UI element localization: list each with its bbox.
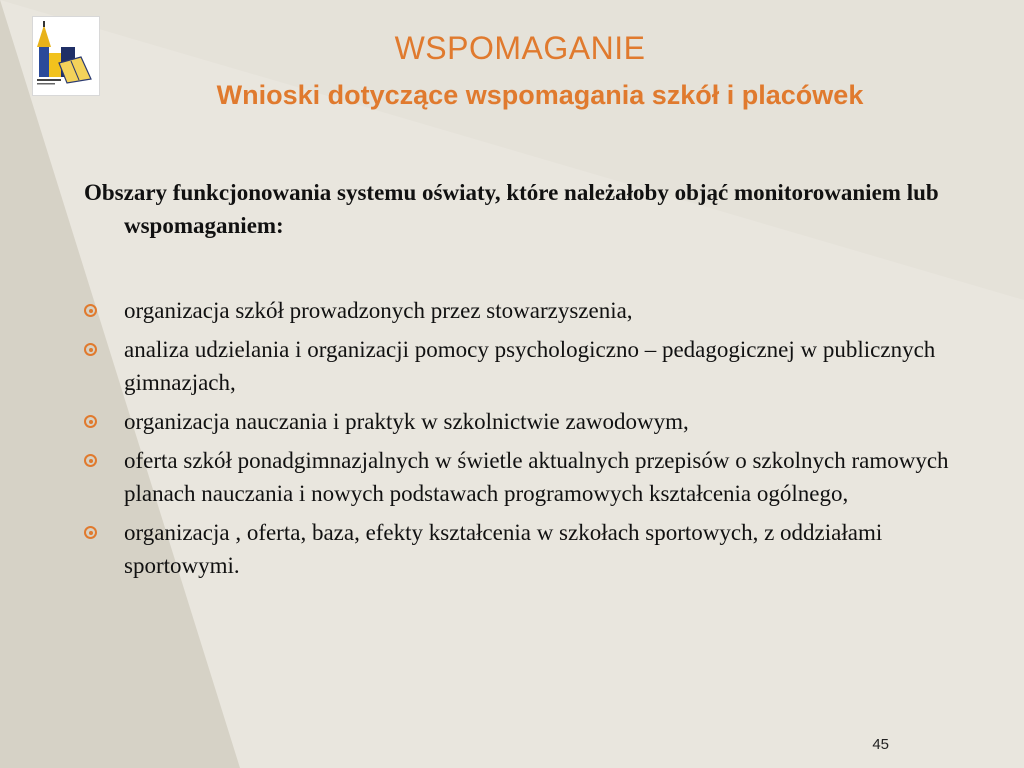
list-item bbox=[84, 294, 964, 327]
list-item-text: oferta szkół ponadgimnazjalnych w świetle aktualnych przepisów o szkolnych ramowych planach nauczania i nowych podstawach programowych kształcenia ogólnego, bbox=[124, 448, 949, 506]
list-item-text: organizacja szkół prowadzonych przez stowarzyszenia, bbox=[124, 298, 633, 323]
slide-title: WSPOMAGANIE bbox=[394, 30, 646, 66]
slide-subtitle: Wnioski dotyczące wspomagania szkół i placówek bbox=[216, 80, 864, 110]
list-item bbox=[84, 405, 964, 438]
circle-bullet-icon bbox=[84, 526, 97, 539]
list-item bbox=[84, 444, 964, 510]
bullet-list bbox=[84, 294, 964, 582]
slide-body bbox=[84, 176, 964, 588]
circle-bullet-icon bbox=[84, 343, 97, 356]
circle-bullet-icon bbox=[84, 454, 97, 467]
intro-text: Obszary funkcjonowania systemu oświaty, które należałoby objąć monitorowaniem lub wspomaganiem: bbox=[84, 180, 939, 238]
page-number: 45 bbox=[872, 736, 889, 753]
list-item-text: analiza udzielania i organizacji pomocy psychologiczno – pedagogicznej w publicznych gimnazjach, bbox=[124, 337, 936, 395]
list-item bbox=[84, 516, 964, 582]
circle-bullet-icon bbox=[84, 304, 97, 317]
list-item-text: organizacja nauczania i praktyk w szkolnictwie zawodowym, bbox=[124, 409, 689, 434]
list-item-text: organizacja , oferta, baza, efekty kształcenia w szkołach sportowych, z oddziałami sportowymi. bbox=[124, 520, 883, 578]
circle-bullet-icon bbox=[84, 415, 97, 428]
list-item bbox=[84, 333, 964, 399]
